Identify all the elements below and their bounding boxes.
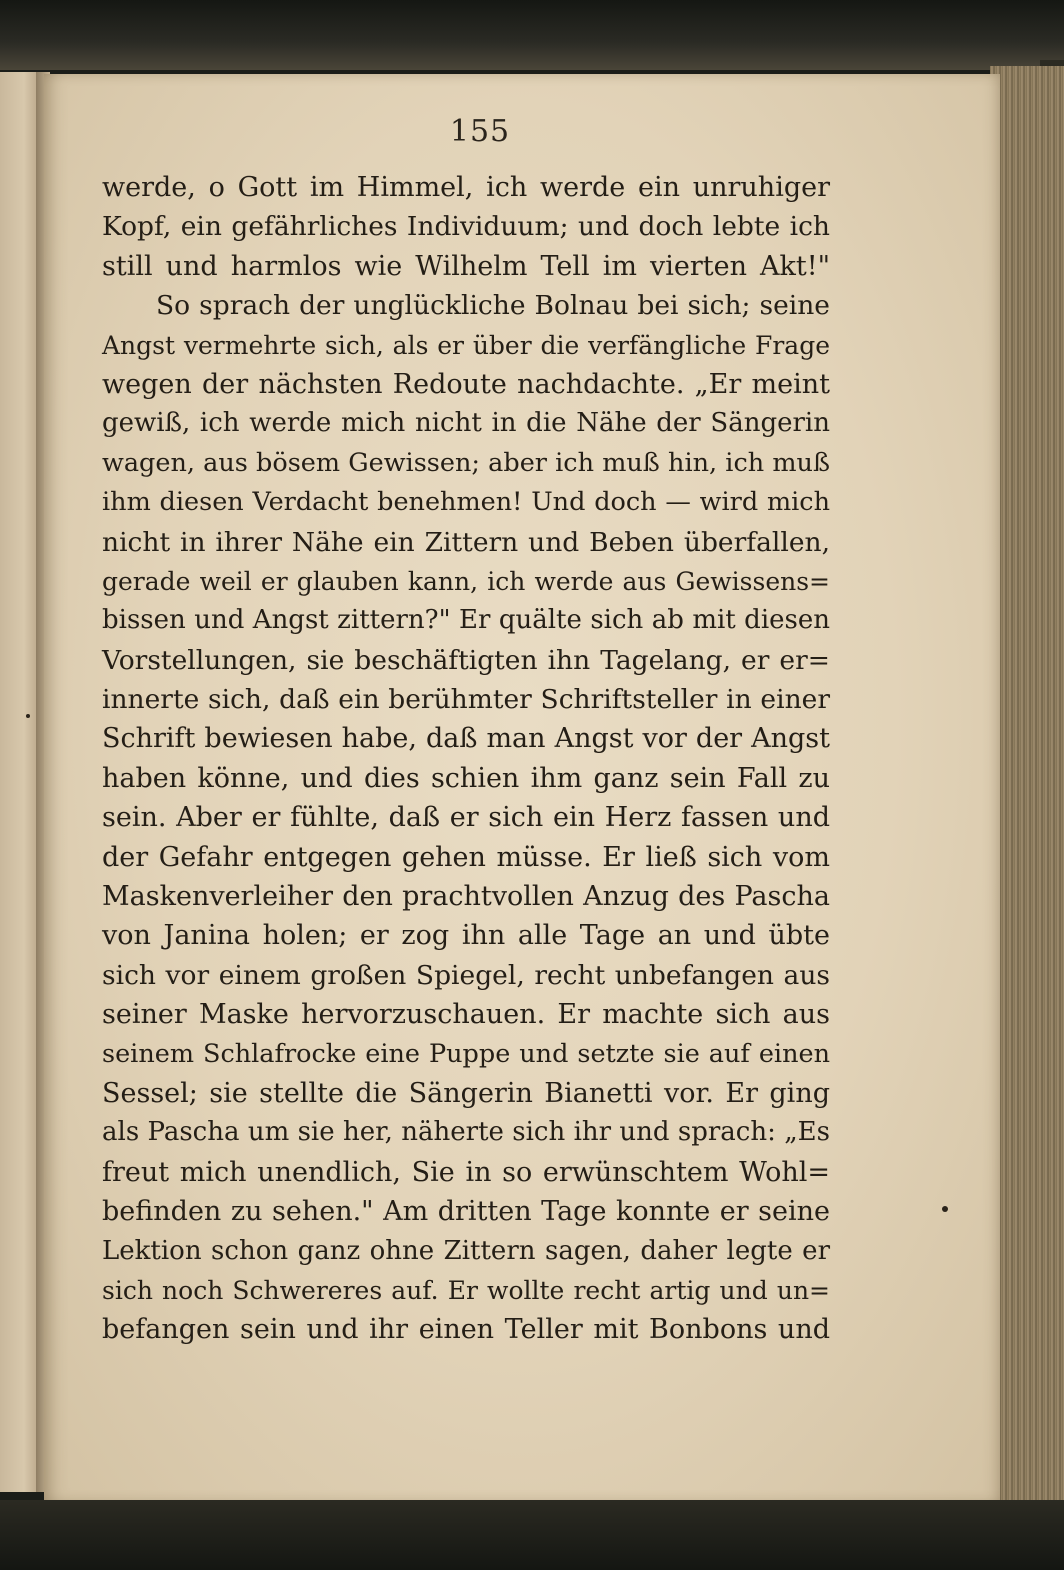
text-line: sich vor einem großen Spiegel, recht unbefangen aus	[102, 959, 830, 991]
text-line: still und harmlos wie Wilhelm Tell im vierten Akt!"	[102, 250, 830, 282]
text-line: werde, o Gott im Himmel, ich werde ein unruhiger	[102, 172, 830, 203]
text-line: sich noch Schwereres auf. Er wollte recht artig und un=	[102, 1275, 830, 1305]
text-line: ihm diesen Verdacht benehmen! Und doch — wird mich	[102, 487, 830, 518]
text-line: gerade weil er glauben kann, ich werde aus Gewissens=	[102, 566, 830, 596]
text-line: Maskenverleiher den prachtvollen Anzug des Pascha	[102, 881, 830, 913]
book-cover-bottom	[0, 1500, 1064, 1570]
facing-page-edge	[0, 72, 40, 1492]
text-line: wagen, aus bösem Gewissen; aber ich muß hin, ich muß	[102, 447, 830, 478]
text-line: seiner Maske hervorzuschauen. Er machte sich aus	[102, 999, 830, 1031]
page-number: 155	[449, 114, 511, 149]
ink-speck	[26, 714, 30, 718]
book-cover-top	[0, 0, 1064, 70]
text-line: nicht in ihrer Nähe ein Zittern und Beben überfallen,	[102, 526, 830, 558]
text-line: Sessel; sie stellte die Sängerin Bianetti vor. Er ging	[102, 1077, 830, 1109]
text-line: freut mich unendlich, Sie in so erwünschtem Wohl=	[102, 1156, 830, 1188]
text-line: Kopf, ein gefährliches Individuum; und doch lebte ich	[102, 211, 830, 243]
page-block-edges	[990, 66, 1064, 1506]
text-line: gewiß, ich werde mich nicht in die Nähe der Sängerin	[102, 408, 830, 439]
text-line: Vorstellungen, sie beschäftigten ihn Tagelang, er er=	[102, 644, 830, 676]
text-line: befangen sein und ihr einen Teller mit Bonbons und	[102, 1314, 830, 1346]
text-line: Lektion schon ganz ohne Zittern sagen, daher legte er	[102, 1235, 830, 1266]
text-line: Schrift bewiesen habe, daß man Angst vor der Angst	[102, 723, 830, 755]
text-line: haben könne, und dies schien ihm ganz sein Fall zu	[102, 762, 830, 794]
text-line: sein. Aber er fühlte, daß er sich ein Herz fassen und	[102, 802, 830, 834]
text-line: als Pascha um sie her, näherte sich ihr und sprach: „Es	[102, 1117, 830, 1148]
text-line: von Janina holen; er zog ihn alle Tage an und übte	[102, 920, 830, 952]
body-text	[102, 168, 830, 1350]
text-line: seinem Schlafrocke eine Puppe und setzte sie auf einen	[102, 1038, 830, 1069]
text-line: innerte sich, daß ein berühmter Schriftsteller in einer	[102, 684, 830, 716]
text-line: befinden zu sehen." Am dritten Tage konnte er seine	[102, 1196, 830, 1228]
text-line: wegen der nächsten Redoute nachdachte. „Er meint	[102, 368, 830, 400]
text-line: bissen und Angst zittern?" Er quälte sich ab mit diesen	[102, 605, 830, 636]
ink-speck	[942, 1206, 948, 1212]
text-line: Angst vermehrte sich, als er über die verfängliche Frage	[102, 330, 830, 360]
text-line: der Gefahr entgegen gehen müsse. Er ließ sich vom	[102, 841, 830, 873]
book-page	[44, 74, 1000, 1502]
text-line: So sprach der unglückliche Bolnau bei sich; seine	[156, 290, 830, 322]
